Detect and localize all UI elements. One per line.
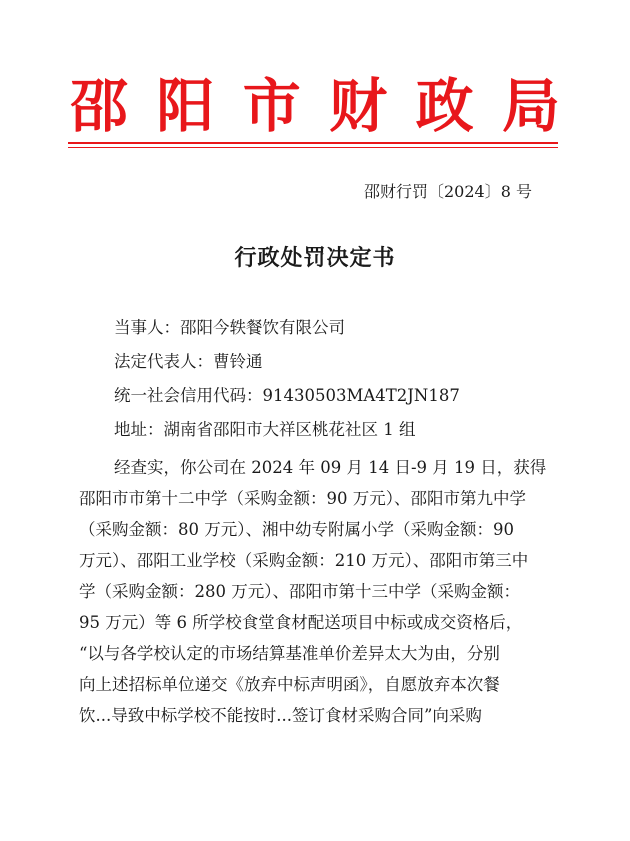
paragraph-line: （采购金额：80 万元）、湘中幼专附属小学（采购金额：90: [79, 520, 514, 539]
header-char: 局: [501, 72, 560, 140]
field-value: 91430503MA4T2JN187: [262, 386, 460, 405]
address-field: [114, 420, 416, 440]
findings-paragraph: [79, 452, 551, 731]
paragraph-line: 万元）、邵阳工业学校（采购金额：210 万元）、邵阳市第三中: [79, 551, 529, 570]
issuing-authority-header: [70, 66, 560, 146]
paragraph-line: 95 万元）等 6 所学校食堂食材配送项目中标或成交资格后，: [79, 613, 523, 632]
party-field: [114, 318, 345, 338]
document-title: 行政处罚决定书: [234, 245, 396, 271]
header-char: 阳: [156, 72, 215, 140]
header-char: 财: [329, 72, 388, 140]
header-char: 市: [242, 72, 301, 140]
document-number: 邵财行罚〔2024〕8 号: [364, 182, 532, 201]
field-label: 当事人：: [114, 318, 180, 337]
header-char: 政: [415, 72, 474, 140]
header-char: 邵: [70, 72, 129, 140]
header-divider-thick: [68, 142, 558, 144]
field-label: 法定代表人：: [114, 352, 213, 371]
paragraph-line: 邵阳市市第十二中学（采购金额：90 万元）、邵阳市第九中学: [79, 489, 526, 508]
legal-representative-field: [114, 352, 263, 372]
paragraph-line: 经查实，你公司在 2024 年 09 月 14 日-9 月 19 日，获得: [114, 458, 547, 477]
paragraph-line: 饮...导致中标学校不能按时...签订食材采购合同”向采购: [79, 706, 482, 725]
paragraph-line: 向上述招标单位递交《放弃中标声明函》，自愿放弃本次餐: [79, 675, 500, 694]
field-value: 曹铃通: [213, 352, 263, 371]
credit-code-field: [114, 386, 460, 406]
paragraph-line: 学（采购金额：280 万元）、邵阳市第十三中学（采购金额：: [79, 582, 520, 601]
field-label: 统一社会信用代码：: [114, 386, 263, 405]
field-value: 邵阳今轶餐饮有限公司: [180, 318, 345, 337]
header-divider-thin: [68, 147, 558, 148]
field-label: 地址：: [114, 420, 164, 439]
paragraph-line: “以与各学校认定的市场结算基准单价差异太大为由，分别: [79, 644, 500, 663]
field-value: 湖南省邵阳市大祥区桃花社区 1 组: [163, 420, 416, 439]
